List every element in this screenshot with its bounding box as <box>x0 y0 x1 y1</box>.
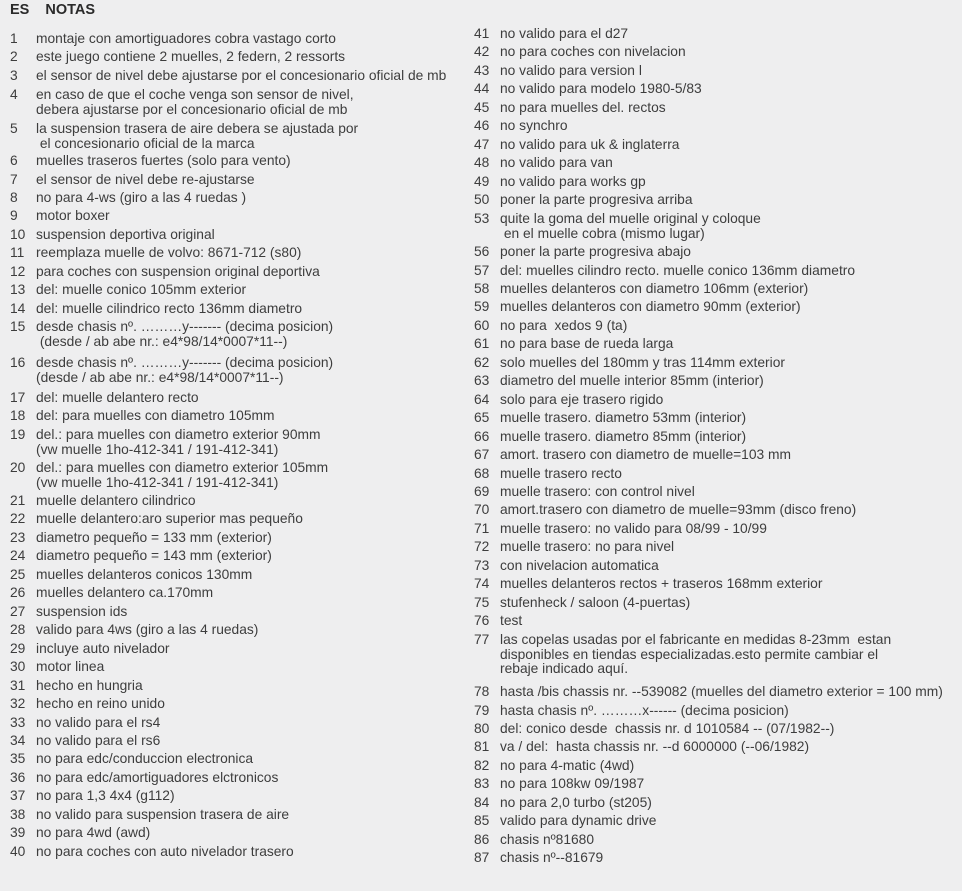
note-item <box>474 27 628 42</box>
note-text: no valido para modelo 1980-5/83 <box>500 81 702 96</box>
note-text: hasta /bis chassis nr. --539082 (muelles del diametro exterior = 100 mm) <box>500 684 943 699</box>
note-number: 80 <box>474 721 490 736</box>
note-item <box>10 808 289 823</box>
note-text: montaje con amortiguadores cobra vastago corto <box>36 31 336 46</box>
note-item <box>10 428 321 457</box>
note-number: 61 <box>474 336 490 351</box>
note-number: 46 <box>474 118 490 133</box>
note-number: 8 <box>10 190 18 205</box>
note-number: 87 <box>474 850 490 865</box>
note-text: del.: para muelles con diametro exterior 90mm (vw muelle 1ho-412-341 / 191-412-341) <box>36 427 321 457</box>
note-item <box>474 393 663 408</box>
note-number: 83 <box>474 776 490 791</box>
note-number: 36 <box>10 770 26 785</box>
note-item <box>10 265 320 280</box>
note-number: 25 <box>10 567 26 582</box>
note-item <box>474 212 761 241</box>
note-item <box>474 175 646 190</box>
note-number: 47 <box>474 137 490 152</box>
note-text: muelles delanteros con diametro 90mm (exterior) <box>500 299 801 314</box>
note-number: 50 <box>474 192 490 207</box>
note-number: 4 <box>10 87 18 102</box>
note-number: 27 <box>10 604 26 619</box>
note-item <box>474 411 746 426</box>
note-text: en caso de que el coche venga son sensor de nivel, debera ajustarse por el concesionario oficial de mb <box>36 87 354 117</box>
note-number: 85 <box>474 813 490 828</box>
note-text: no para xedos 9 (ta) <box>500 318 628 333</box>
note-item <box>10 494 196 509</box>
note-item <box>474 777 644 792</box>
note-text: hecho en hungria <box>36 678 143 693</box>
note-text: poner la parte progresiva arriba <box>500 192 693 207</box>
note-item <box>474 740 809 755</box>
note-number: 79 <box>474 703 490 718</box>
note-number: 30 <box>10 659 26 674</box>
note-item <box>474 851 603 866</box>
note-number: 59 <box>474 299 490 314</box>
note-text: no para coches con nivelacion <box>500 44 686 59</box>
note-text: motor linea <box>36 659 105 674</box>
note-text: desde chasis nº. ………y------- (decima posicion) (desde / ab abe nr.: e4*98/14*0007*11--) <box>36 355 334 385</box>
note-text: diametro pequeño = 143 mm (exterior) <box>36 548 272 563</box>
note-item <box>10 586 213 601</box>
note-text: no valido para version l <box>500 63 642 78</box>
note-text: va / del: hasta chassis nr. --d 6000000 (--06/1982) <box>500 739 810 754</box>
note-text: hasta chasis nº. ………x------ (decima posicion) <box>500 703 789 718</box>
note-item <box>474 633 891 677</box>
note-number: 71 <box>474 521 490 536</box>
note-item <box>10 660 104 675</box>
note-number: 23 <box>10 530 26 545</box>
note-item <box>10 302 302 317</box>
note-text: test <box>500 613 523 628</box>
note-item <box>10 568 252 583</box>
note-number: 9 <box>10 208 18 223</box>
note-number: 70 <box>474 502 490 517</box>
note-number: 16 <box>10 355 26 370</box>
note-text: no valido para el d27 <box>500 26 629 41</box>
note-number: 67 <box>474 447 490 462</box>
note-item <box>10 409 275 424</box>
note-number: 86 <box>474 832 490 847</box>
note-item <box>474 319 627 334</box>
note-number: 82 <box>474 758 490 773</box>
note-number: 20 <box>10 460 26 475</box>
note-item <box>10 246 301 261</box>
note-item <box>10 356 333 385</box>
note-number: 13 <box>10 282 26 297</box>
note-item <box>474 138 679 153</box>
note-item <box>474 467 622 482</box>
note-number: 57 <box>474 263 490 278</box>
note-text: del: muelle delantero recto <box>36 390 199 405</box>
note-text: suspension ids <box>36 604 128 619</box>
note-number: 78 <box>474 684 490 699</box>
note-text: las copelas usadas por el fabricante en medidas 8-23mm estan disponibles en tiendas especializadas.esto permite cambiar el rebaje indicado aquí. <box>500 632 892 676</box>
note-item <box>10 826 150 841</box>
note-text: no valido para suspension trasera de aire <box>36 807 290 822</box>
note-item <box>474 540 674 555</box>
note-text: no synchro <box>500 118 568 133</box>
note-text: con nivelacion automatica <box>500 558 659 573</box>
note-number: 7 <box>10 172 18 187</box>
note-item <box>10 549 272 564</box>
note-item <box>10 789 175 804</box>
note-item <box>10 845 294 860</box>
note-number: 1 <box>10 31 18 46</box>
note-number: 21 <box>10 493 26 508</box>
note-text: muelle trasero. diametro 85mm (interior) <box>500 429 747 444</box>
note-text: no para 4-ws (giro a las 4 ruedas ) <box>36 190 247 205</box>
note-item <box>474 245 691 260</box>
note-text: desde chasis nº. ………y------- (decima posicion) (desde / ab abe nr.: e4*98/14*0007*11--) <box>36 319 334 349</box>
note-item <box>474 264 855 279</box>
note-text: incluye auto nivelador <box>36 641 170 656</box>
note-number: 28 <box>10 622 26 637</box>
note-number: 37 <box>10 788 26 803</box>
note-item <box>10 173 255 188</box>
note-number: 2 <box>10 49 18 64</box>
note-item <box>474 614 522 629</box>
note-item <box>474 759 634 774</box>
note-text: no para muelles del. rectos <box>500 100 666 115</box>
note-text: amort.trasero con diametro de muelle=93mm (disco freno) <box>500 502 857 517</box>
note-number: 49 <box>474 174 490 189</box>
note-text: para coches con suspension original deportiva <box>36 264 320 279</box>
note-number: 39 <box>10 825 26 840</box>
note-item <box>10 88 354 117</box>
note-item <box>474 559 659 574</box>
note-text: del: conico desde chassis nr. d 1010584 -- (07/1982--) <box>500 721 835 736</box>
note-item <box>10 734 160 749</box>
note-text: muelles delanteros conicos 130mm <box>36 567 253 582</box>
note-number: 64 <box>474 392 490 407</box>
note-item <box>10 32 336 47</box>
note-text: no para 4wd (awd) <box>36 825 151 840</box>
note-number: 68 <box>474 466 490 481</box>
note-text: no valido para el rs6 <box>36 733 161 748</box>
note-number: 31 <box>10 678 26 693</box>
note-text: muelles delanteros rectos + traseros 168mm exterior <box>500 576 823 591</box>
note-item <box>474 596 690 611</box>
note-text: solo muelles del 180mm y tras 114mm exterior <box>500 355 785 370</box>
note-number: 74 <box>474 576 490 591</box>
note-item <box>10 771 278 786</box>
note-number: 65 <box>474 410 490 425</box>
note-item <box>10 679 143 694</box>
note-item <box>10 623 258 638</box>
note-text: muelles traseros fuertes (solo para vento) <box>36 153 291 168</box>
note-text: muelle trasero recto <box>500 466 622 481</box>
note-text: muelles delanteros con diametro 106mm (exterior) <box>500 281 809 296</box>
note-text: del: muelle cilindrico recto 136mm diametro <box>36 301 303 316</box>
note-item <box>474 833 594 848</box>
note-number: 77 <box>474 632 490 647</box>
note-item <box>474 193 693 208</box>
note-number: 22 <box>10 511 26 526</box>
note-number: 40 <box>10 844 26 859</box>
note-text: del: para muelles con diametro 105mm <box>36 408 275 423</box>
note-text: el sensor de nivel debe re-ajustarse <box>36 172 255 187</box>
note-number: 14 <box>10 301 26 316</box>
note-text: poner la parte progresiva abajo <box>500 244 691 259</box>
note-item <box>10 605 127 620</box>
note-item <box>474 577 822 592</box>
note-number: 58 <box>474 281 490 296</box>
note-text: chasis nº--81679 <box>500 850 604 865</box>
note-number: 24 <box>10 548 26 563</box>
note-item <box>10 391 199 406</box>
note-text: muelle trasero: no valido para 08/99 - 10/99 <box>500 521 767 536</box>
note-number: 35 <box>10 751 26 766</box>
note-item <box>10 50 345 65</box>
note-text: valido para dynamic drive <box>500 813 657 828</box>
note-text: diametro pequeño = 133 mm (exterior) <box>36 530 272 545</box>
note-text: muelle trasero: con control nivel <box>500 484 695 499</box>
note-item <box>10 752 253 767</box>
note-text: no para coches con auto nivelador trasero <box>36 844 294 859</box>
note-number: 10 <box>10 227 26 242</box>
note-text: reemplaza muelle de volvo: 8671-712 (s80) <box>36 245 302 260</box>
note-item <box>474 722 834 737</box>
note-number: 6 <box>10 153 18 168</box>
note-text: stufenheck / saloon (4-puertas) <box>500 595 691 610</box>
note-item <box>474 356 785 371</box>
note-item <box>474 156 613 171</box>
note-number: 11 <box>10 245 25 260</box>
note-text: no para 108kw 09/1987 <box>500 776 645 791</box>
note-item <box>10 283 246 298</box>
note-item <box>10 531 272 546</box>
note-text: diametro del muelle interior 85mm (interior) <box>500 373 764 388</box>
note-item <box>474 704 789 719</box>
note-number: 38 <box>10 807 26 822</box>
note-item <box>10 209 110 224</box>
note-number: 66 <box>474 429 490 444</box>
note-number: 17 <box>10 390 26 405</box>
note-item <box>10 697 165 712</box>
note-item <box>474 430 746 445</box>
note-item <box>474 374 764 389</box>
note-text: no para 1,3 4x4 (g112) <box>36 788 175 803</box>
note-text: muelle trasero. diametro 53mm (interior) <box>500 410 747 425</box>
note-number: 18 <box>10 408 26 423</box>
note-item <box>10 512 303 527</box>
note-item <box>10 320 333 349</box>
note-number: 32 <box>10 696 26 711</box>
note-text: el sensor de nivel debe ajustarse por el concesionario oficial de mb <box>36 68 447 83</box>
note-item <box>474 814 656 829</box>
note-item <box>474 101 666 116</box>
note-item <box>474 119 568 134</box>
note-item <box>474 448 791 463</box>
note-item <box>474 503 856 518</box>
note-item <box>10 228 215 243</box>
note-number: 34 <box>10 733 26 748</box>
note-item <box>10 122 358 151</box>
note-text: valido para 4ws (giro a las 4 ruedas) <box>36 622 259 637</box>
note-item <box>10 154 291 169</box>
note-number: 75 <box>474 595 490 610</box>
language-code: ES <box>10 2 30 18</box>
note-text: amort. trasero con diametro de muelle=103 mm <box>500 447 792 462</box>
note-text: no para 4-matic (4wd) <box>500 758 635 773</box>
note-item <box>474 485 695 500</box>
note-item <box>474 522 767 537</box>
note-number: 60 <box>474 318 490 333</box>
note-text: no valido para van <box>500 155 613 170</box>
note-number: 3 <box>10 68 18 83</box>
note-text: motor boxer <box>36 208 110 223</box>
note-text: no para edc/amortiguadores elctronicos <box>36 770 279 785</box>
note-number: 26 <box>10 585 26 600</box>
note-text: quite la goma del muelle original y coloque en el muelle cobra (mismo lugar) <box>500 211 761 241</box>
note-text: suspension deportiva original <box>36 227 215 242</box>
note-text: hecho en reino unido <box>36 696 165 711</box>
note-number: 12 <box>10 264 26 279</box>
note-number: 53 <box>474 211 490 226</box>
note-item <box>474 45 686 60</box>
note-item <box>474 82 702 97</box>
note-number: 72 <box>474 539 490 554</box>
note-number: 48 <box>474 155 490 170</box>
note-item <box>474 64 642 79</box>
note-number: 41 <box>474 26 490 41</box>
note-text: no para 2,0 turbo (st205) <box>500 795 652 810</box>
page-title: NOTAS <box>45 2 96 18</box>
note-number: 84 <box>474 795 490 810</box>
note-text: muelle trasero: no para nivel <box>500 539 675 554</box>
note-text: no valido para uk & inglaterra <box>500 137 680 152</box>
note-item <box>10 716 160 731</box>
note-text: no valido para works gp <box>500 174 646 189</box>
note-number: 33 <box>10 715 26 730</box>
note-text: del: muelles cilindro recto. muelle conico 136mm diametro <box>500 263 856 278</box>
note-text: muelle delantero cilindrico <box>36 493 196 508</box>
note-number: 73 <box>474 558 490 573</box>
note-number: 15 <box>10 319 26 334</box>
note-item <box>10 461 328 490</box>
note-text: no para edc/conduccion electronica <box>36 751 254 766</box>
note-item <box>474 685 943 700</box>
note-number: 42 <box>474 44 490 59</box>
note-number: 62 <box>474 355 490 370</box>
note-number: 5 <box>10 121 18 136</box>
note-item <box>474 282 808 297</box>
note-number: 29 <box>10 641 26 656</box>
note-number: 76 <box>474 613 490 628</box>
note-number: 19 <box>10 427 26 442</box>
note-text: no valido para el rs4 <box>36 715 161 730</box>
note-number: 63 <box>474 373 490 388</box>
note-item <box>10 191 246 206</box>
note-item <box>474 300 801 315</box>
note-item <box>474 796 652 811</box>
note-item <box>10 69 446 84</box>
note-text: chasis nº81680 <box>500 832 595 847</box>
note-text: no para base de rueda larga <box>500 336 674 351</box>
note-text: este juego contiene 2 muelles, 2 federn, 2 ressorts <box>36 49 346 64</box>
note-number: 69 <box>474 484 490 499</box>
note-number: 56 <box>474 244 490 259</box>
note-number: 81 <box>474 739 490 754</box>
note-item <box>10 642 169 657</box>
note-number: 44 <box>474 81 490 96</box>
note-text: la suspension trasera de aire debera se ajustada por el concesionario oficial de la marca <box>36 121 359 151</box>
note-number: 43 <box>474 63 490 78</box>
note-number: 45 <box>474 100 490 115</box>
note-text: del.: para muelles con diametro exterior 105mm (vw muelle 1ho-412-341 / 191-412-341) <box>36 460 329 490</box>
note-text: solo para eje trasero rigido <box>500 392 664 407</box>
note-text: muelle delantero:aro superior mas pequeño <box>36 511 303 526</box>
note-text: muelles delantero ca.170mm <box>36 585 214 600</box>
note-text: del: muelle conico 105mm exterior <box>36 282 247 297</box>
note-item <box>474 337 673 352</box>
page-header <box>10 2 95 18</box>
